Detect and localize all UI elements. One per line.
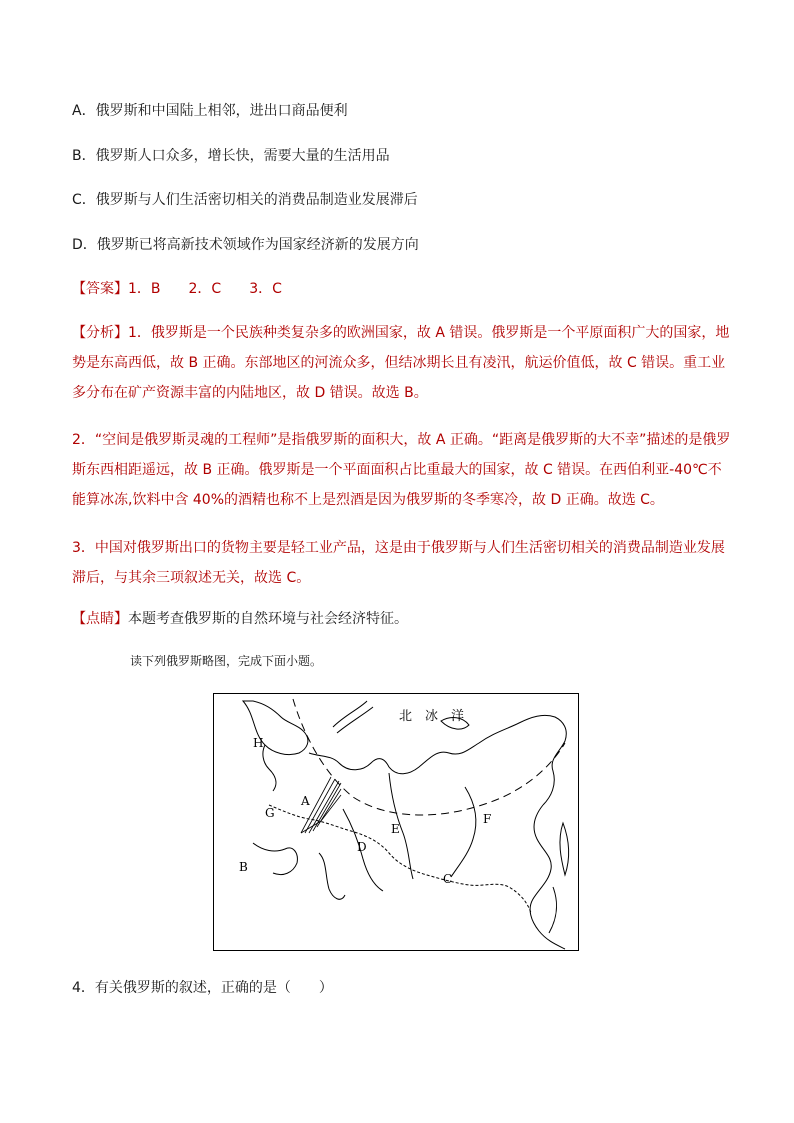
answer-line	[72, 279, 282, 299]
analysis-paragraph-3	[72, 533, 732, 593]
map-letter-a: A	[301, 794, 310, 808]
comment-label: 【点睛】	[72, 611, 128, 627]
option-a: A．俄罗斯和中国陆上相邻，进出口商品便利	[72, 103, 348, 119]
question-4: 4．有关俄罗斯的叙述，正确的是（ ）	[72, 980, 333, 996]
map-letter-c: C	[443, 872, 453, 886]
option-c: C．俄罗斯与人们生活密切相关的消费品制造业发展滞后	[72, 192, 418, 208]
analysis-text-2: 2．“空间是俄罗斯灵魂的工程师”是指俄罗斯的面积大，故 A 正确。“距离是俄罗斯的大不幸”描述的是俄罗斯东西相距遥远，故 B 正确。俄罗斯是一个平面面积占比重最大的国家，故 C 错误。在西伯利亚-40℃不能算冰冻,饮料中含 40%的酒精也称不上是烈酒是因为俄罗斯的冬季寒冷，故 D 正确。故选 C。	[72, 432, 731, 508]
answer-label: 【答案】	[72, 281, 128, 297]
map-letter-g: G	[265, 806, 275, 820]
analysis-label: 【分析】	[72, 325, 128, 341]
map-letter-b: B	[239, 860, 248, 874]
comment-line	[72, 609, 408, 629]
map-letter-f: F	[483, 812, 492, 826]
analysis-text-1: 1．俄罗斯是一个民族种类复杂多的欧洲国家，故 A 错误。俄罗斯是一个平原面积广大的国家，地势是东高西低，故 B 正确。东部地区的河流众多，但结冰期长且有凌汛，航运价值低，故 C 错误。重工业多分布在矿产资源丰富的内陆地区，故 D 错误。故选 B。	[72, 325, 730, 401]
map-caption: 读下列俄罗斯略图，完成下面小题。	[130, 654, 323, 668]
analysis-text-3: 3．中国对俄罗斯出口的货物主要是轻工业产品，这是由于俄罗斯与人们生活密切相关的消费品制造业发展滞后，与其余三项叙述无关，故选 C。	[72, 540, 725, 586]
option-d: D．俄罗斯已将高新技术领域作为国家经济新的发展方向	[72, 237, 419, 253]
russia-map	[213, 693, 579, 951]
map-letter-e: E	[391, 822, 400, 836]
option-b: B．俄罗斯人口众多，增长快，需要大量的生活用品	[72, 148, 390, 164]
map-letter-d: D	[357, 840, 367, 854]
analysis-paragraph-2	[72, 425, 732, 515]
map-letter-h: H	[253, 736, 264, 750]
map-ocean-label: 北 冰 洋	[399, 709, 465, 724]
comment-text: 本题考查俄罗斯的自然环境与社会经济特征。	[128, 611, 408, 627]
answer-text: 1．B 2．C 3．C	[128, 281, 282, 297]
analysis-paragraph-1	[72, 318, 732, 408]
